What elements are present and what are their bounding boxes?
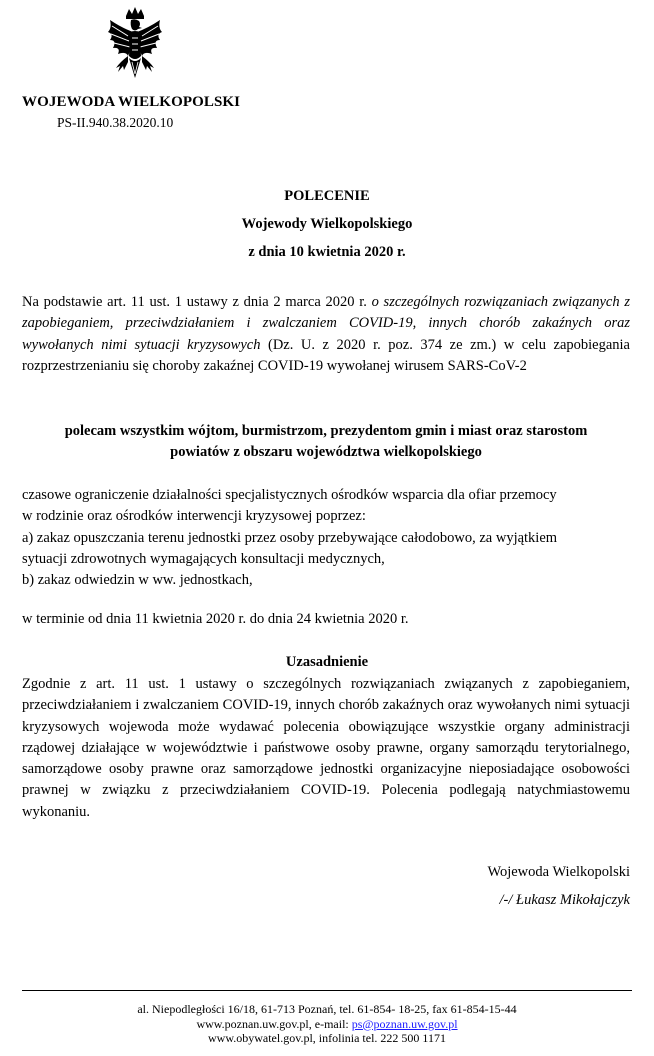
order-content (22, 485, 630, 591)
signatory-name: /-/ Łukasz Mikołajczyk (499, 892, 630, 908)
content-line-4: sytuacji zdrowotnych wymagających konsultacji medycznych, (22, 550, 385, 567)
content-line-3: a) zakaz opuszczania terenu jednostki przez osoby przebywające całodobowo, za wyjątkiem (22, 529, 558, 546)
document-date: z dnia 10 kwietnia 2020 r. (248, 244, 406, 260)
legal-basis-text: Na podstawie art. 11 ust. 1 ustawy z dnia 2 marca 2020 r. (22, 294, 372, 310)
order-line-1: polecam wszystkim wójtom, burmistrzom, prezydentom gmin i miast oraz starostom (64, 423, 588, 439)
order-statement (22, 421, 630, 464)
footer (0, 1002, 654, 1046)
signatory-title: Wojewoda Wielkopolski (487, 864, 630, 880)
legal-basis-paragraph (22, 292, 630, 377)
footer-hotline: www.obywatel.gov.pl, infolinia tel. 222 500 1171 (208, 1031, 446, 1045)
footer-website: www.poznan.uw.gov.pl, e-mail: (196, 1016, 352, 1031)
footer-email-link[interactable]: ps@poznan.uw.gov.pl (351, 1016, 458, 1031)
document-issuer: Wojewody Wielkopolskiego (241, 216, 413, 232)
justification-body: Zgodnie z art. 11 ust. 1 ustawy o szczególnych rozwiązaniach związanych z zapobieganiem, przeciwdziałaniem i zwalczaniem COVID-19, innych chorób zakaźnych oraz wywołanych nimi sytuacji kryzysowych wojewoda może wydawać polecenia obowiązujące wszystkie organy administracji rządowej działające w województwie i państwowe osoby prawne, organy samorządu terytorialnego, samorządowe osoby prawne oraz samorządowe jednostki organizacyjne nieposiadające osobowości prawnej w związku z przeciwdziałaniem COVID-19. Polecenia podlegają natychmiastowemu wykonaniu. (22, 676, 630, 820)
purpose-text: w celu zapobiegania rozprzestrzenianiu się choroby zakaźnej COVID-19 wywołanej wirusem SARS-CoV-2 (22, 336, 630, 374)
footer-contact (0, 1017, 654, 1032)
act-title: o szczególnych rozwiązaniach związanych z zapobieganiem, przeciwdziałaniem i zwalczaniem COVID-19, innych chorób zakaźnych oraz wywołanych nimi sytuacji kryzysowych (22, 294, 630, 353)
content-line-1: czasowe ograniczenie działalności specjalistycznych ośrodków wsparcia dla ofiar przemocy (22, 487, 557, 503)
document-title: POLECENIE (284, 188, 370, 204)
footer-divider (22, 990, 632, 991)
legal-basis-citation: (Dz. U. z 2020 r. poz. 374 ze zm.) (260, 336, 497, 353)
footer-address: al. Niepodległości 16/18, 61-713 Poznań, tel. 61-854- 18-25, fax 61-854-15-44 (137, 1002, 517, 1016)
justification-heading: Uzasadnienie (285, 654, 369, 670)
eagle-emblem-icon (104, 6, 166, 90)
content-line-2: w rodzinie oraz ośrodków interwencji kryzysowej poprzez: (22, 508, 366, 525)
term-statement: w terminie od dnia 11 kwietnia 2020 r. do dnia 24 kwietnia 2020 r. (22, 611, 409, 627)
content-line-5: b) zakaz odwiedzin w ww. jednostkach, (22, 572, 253, 589)
authority-name: WOJEWODA WIELKOPOLSKI (22, 94, 241, 110)
order-line-2: powiatów z obszaru województwa wielkopolskiego (170, 444, 482, 461)
case-reference: PS-II.940.38.2020.10 (57, 115, 174, 130)
